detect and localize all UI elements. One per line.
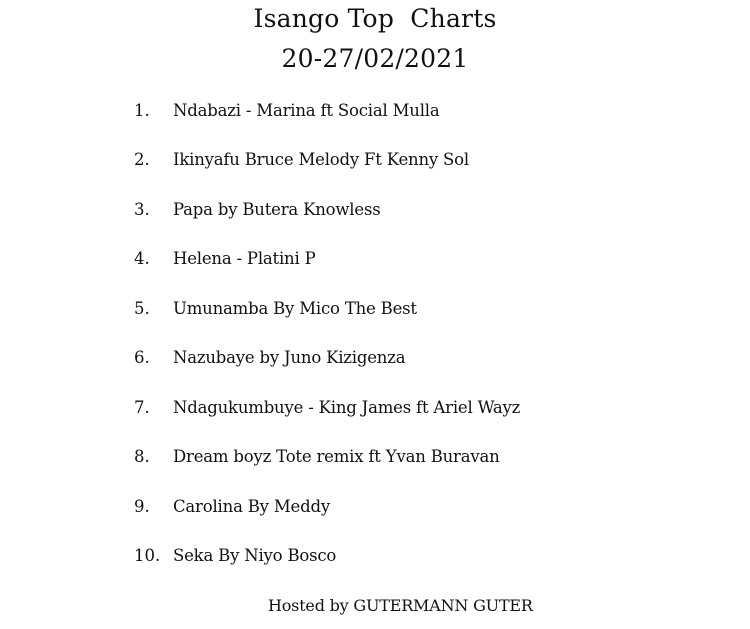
chart-song: Dream boyz Tote remix ft Yvan Buravan	[173, 447, 500, 466]
chart-entry	[0, 492, 750, 522]
chart-rank: 9.	[134, 497, 150, 516]
chart-song: Umunamba By Mico The Best	[173, 299, 417, 318]
chart-song: Ndagukumbuye - King James ft Ariel Wayz	[173, 398, 521, 417]
host-credit: Hosted by GUTERMANN GUTER	[268, 596, 533, 615]
chart-entry	[0, 343, 750, 373]
chart-entry	[0, 145, 750, 175]
chart-song: Helena - Platini P	[173, 249, 316, 268]
chart-song: Ikinyafu Bruce Melody Ft Kenny Sol	[173, 150, 469, 169]
chart-rank: 6.	[134, 348, 150, 367]
chart-song: Papa by Butera Knowless	[173, 200, 381, 219]
chart-date-range: 20-27/02/2021	[281, 44, 469, 73]
chart-entry	[0, 294, 750, 324]
chart-rank: 3.	[134, 200, 150, 219]
chart-entry	[0, 195, 750, 225]
page-title: Isango Top Charts	[253, 4, 497, 33]
chart-song: Ndabazi - Marina ft Social Mulla	[173, 101, 440, 120]
chart-entry	[0, 244, 750, 274]
chart-rank: 10.	[134, 546, 161, 565]
chart-rank: 5.	[134, 299, 150, 318]
chart-song: Seka By Niyo Bosco	[173, 546, 337, 565]
chart-rank: 2.	[134, 150, 150, 169]
chart-song: Nazubaye by Juno Kizigenza	[173, 348, 406, 367]
chart-rank: 8.	[134, 447, 150, 466]
chart-song: Carolina By Meddy	[173, 497, 330, 516]
chart-entry	[0, 393, 750, 423]
chart-rank: 1.	[134, 101, 150, 120]
chart-rank: 4.	[134, 249, 150, 268]
chart-entry	[0, 96, 750, 126]
chart-rank: 7.	[134, 398, 150, 417]
chart-entry	[0, 442, 750, 472]
chart-entry	[0, 541, 750, 571]
